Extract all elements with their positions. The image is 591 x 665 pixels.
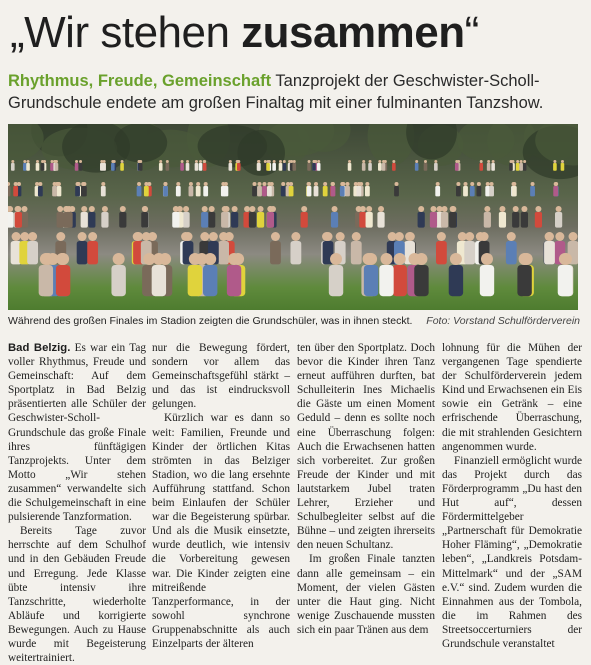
- person-figure: [351, 232, 362, 264]
- person-figure: [463, 182, 468, 196]
- subhead-highlight: Rhythmus, Freude, Gemeinschaft: [8, 72, 272, 90]
- person-figure: [366, 206, 373, 228]
- person-figure: [221, 206, 228, 228]
- person-figure: [186, 160, 190, 171]
- headline-close-quote: “: [464, 8, 479, 57]
- person-figure: [414, 253, 428, 296]
- person-figure: [506, 232, 517, 264]
- person-figure: [81, 206, 88, 228]
- paragraph: Kürzlich war es dann so weit: Familien, Freunde und Kinder der örtlichen Kitas strömten in das Belziger Stadion, wo die lang ersehnte Aufführung stattfand. Schon beim Einlaufen der Schüler war die Begeisterung spürbar. Und als die Musik einsetzte, wurde deutlich, wie intensiv die Vorbereitung gewesen war. Die Kinder zeigten eine mitreißende Tanzperformance, in der sowohl synchrone Gruppenabschnitte als auch Einzelparts der älteren: [152, 412, 290, 650]
- headline-open-quote: „: [10, 8, 25, 57]
- person-figure: [152, 253, 166, 296]
- person-figure: [52, 182, 57, 196]
- person-figure: [39, 253, 53, 296]
- person-figure: [101, 206, 108, 228]
- paragraph: [8, 341, 146, 524]
- person-figure: [394, 182, 399, 196]
- person-figure: [257, 160, 261, 171]
- person-figure: [329, 253, 343, 296]
- person-figure: [36, 160, 40, 171]
- person-figure: [382, 160, 386, 171]
- person-figure: [561, 160, 565, 171]
- person-figure: [290, 232, 301, 264]
- person-figure: [137, 182, 142, 196]
- person-figure: [27, 232, 38, 264]
- person-figure: [470, 182, 475, 196]
- person-figure: [57, 206, 64, 228]
- person-figure: [81, 182, 86, 196]
- article-column-4: [442, 341, 582, 651]
- person-figure: [270, 232, 281, 264]
- person-figure: [189, 182, 194, 196]
- tree-shape: [198, 125, 267, 167]
- person-figure: [283, 160, 287, 171]
- person-figure: [487, 160, 491, 171]
- person-figure: [55, 160, 59, 171]
- person-figure: [23, 160, 27, 171]
- person-figure: [323, 182, 328, 196]
- person-figure: [509, 160, 513, 171]
- person-figure: [188, 253, 202, 296]
- caption-text: Während des großen Finales im Stadion zeigten die Grundschüler, was in ihnen steckt.: [8, 315, 413, 327]
- person-figure: [377, 206, 384, 228]
- person-figure: [119, 206, 126, 228]
- person-figure: [231, 206, 238, 228]
- person-figure: [362, 160, 366, 171]
- person-figure: [424, 160, 428, 171]
- person-figure: [418, 206, 425, 228]
- person-figure: [63, 206, 70, 228]
- person-figure: [479, 160, 483, 171]
- person-figure: [359, 206, 366, 228]
- person-figure: [301, 206, 308, 228]
- person-figure: [56, 253, 70, 296]
- person-figure: [111, 253, 125, 296]
- paragraph: nur die Bewegung fördert, sondern vor allem das Gemeinschaftsgefühl stärkt – und das ist eindrucksvoll gelungen.: [152, 342, 290, 411]
- person-figure: [203, 253, 217, 296]
- person-figure: [203, 182, 208, 196]
- headline-bold: zusammen: [241, 8, 465, 57]
- person-figure: [368, 160, 372, 171]
- photo-caption: [8, 315, 580, 327]
- person-figure: [519, 160, 523, 171]
- person-figure: [87, 232, 98, 264]
- person-figure: [221, 182, 226, 196]
- person-figure: [364, 253, 378, 296]
- person-figure: [345, 182, 350, 196]
- person-figure: [79, 160, 83, 171]
- person-figure: [249, 206, 256, 228]
- crowd-illustration: [8, 124, 578, 310]
- person-figure: [75, 182, 80, 196]
- subhead-text: Tanzprojekt der Geschwister-Scholl-Grundschule endete am großen Finaltag mit einer fulminanten Tanzshow.: [8, 72, 544, 112]
- person-figure: [392, 160, 396, 171]
- person-figure: [196, 182, 201, 196]
- headline: [10, 4, 585, 62]
- person-figure: [11, 160, 15, 171]
- person-figure: [314, 182, 319, 196]
- person-figure: [348, 160, 352, 171]
- person-figure: [13, 182, 18, 196]
- person-figure: [480, 253, 494, 296]
- person-figure: [289, 182, 294, 196]
- headline-normal: Wir stehen: [24, 8, 242, 57]
- person-figure: [523, 160, 527, 171]
- article-column-1: [8, 341, 146, 665]
- person-figure: [41, 160, 45, 171]
- person-figure: [163, 182, 168, 196]
- person-figure: [279, 160, 283, 171]
- person-figure: [434, 160, 438, 171]
- person-figure: [50, 160, 54, 171]
- person-figure: [159, 160, 163, 171]
- person-figure: [180, 160, 184, 171]
- person-figure: [435, 182, 440, 196]
- person-figure: [307, 160, 311, 171]
- person-figure: [530, 182, 535, 196]
- person-figure: [252, 182, 257, 196]
- person-figure: [237, 160, 241, 171]
- person-figure: [558, 253, 572, 296]
- person-figure: [378, 160, 382, 171]
- person-figure: [120, 160, 124, 171]
- person-figure: [555, 206, 562, 228]
- person-figure: [464, 232, 475, 264]
- person-figure: [512, 182, 517, 196]
- person-figure: [281, 182, 286, 196]
- paragraph: Bereits Tage zuvor herrschte auf dem Schulhof und in den Gebäuden Freude und Erregung. Jede Klasse übte intensiv ihre Tanzschritte, wiederholte Abläufe und korrigierte Bewegungen. Auch zu Hause wurde mit Begeisterung weitertrainiert.: [8, 525, 146, 665]
- person-figure: [516, 160, 520, 171]
- person-figure: [262, 182, 267, 196]
- person-figure: [176, 182, 181, 196]
- person-figure: [201, 206, 208, 228]
- person-figure: [172, 206, 179, 228]
- person-figure: [38, 182, 43, 196]
- person-figure: [166, 160, 170, 171]
- person-figure: [21, 206, 28, 228]
- person-figure: [218, 232, 229, 264]
- person-figure: [8, 182, 10, 196]
- person-figure: [203, 160, 207, 171]
- person-figure: [331, 182, 336, 196]
- person-figure: [379, 253, 393, 296]
- article-column-2: [152, 341, 290, 651]
- person-figure: [139, 160, 143, 171]
- person-figure: [535, 206, 542, 228]
- person-figure: [75, 160, 79, 171]
- person-figure: [491, 160, 495, 171]
- person-figure: [182, 206, 189, 228]
- subheadline: [8, 70, 586, 114]
- person-figure: [257, 206, 264, 228]
- paragraph: Im großen Finale tanzten dann alle gemeinsam – ein Moment, der vielen Gästen unter die Haut ging. Nicht wenige Zuschauende mussten sich ein paar Tränen aus dem: [297, 553, 435, 636]
- person-figure: [267, 182, 272, 196]
- person-figure: [499, 206, 506, 228]
- person-figure: [272, 160, 276, 171]
- person-figure: [57, 182, 62, 196]
- person-figure: [141, 206, 148, 228]
- person-figure: [317, 160, 321, 171]
- person-figure: [15, 206, 22, 228]
- person-figure: [331, 206, 338, 228]
- person-figure: [441, 206, 448, 228]
- article-photo: [8, 124, 578, 310]
- person-figure: [512, 206, 519, 228]
- person-figure: [195, 160, 199, 171]
- person-figure: [476, 182, 481, 196]
- person-figure: [100, 160, 104, 171]
- person-figure: [227, 253, 241, 296]
- paragraph-text: Es war ein Tag voller Rhythmus, Freude und Gemeinschaft: Auf dem Sportplatz in Bad Belzig präsentierten alle Schüler der Geschwister-Scholl-Grundschule das große Finale ihres fünftägigen Tanzprojekts. Unter dem Motto „Wir stehen zusammen“ verwandelte sich die Schulgemeinschaft in eine pulsierende Tanzformation.: [8, 342, 146, 524]
- person-figure: [77, 232, 88, 264]
- person-figure: [436, 232, 447, 264]
- person-figure: [8, 206, 14, 228]
- person-figure: [199, 160, 203, 171]
- person-figure: [521, 206, 528, 228]
- person-figure: [267, 206, 274, 228]
- person-figure: [517, 253, 531, 296]
- person-figure: [449, 253, 463, 296]
- person-figure: [456, 182, 461, 196]
- photo-credit: Foto: Vorstand Schulförderverein: [426, 315, 580, 327]
- person-figure: [449, 206, 456, 228]
- person-figure: [292, 160, 296, 171]
- person-figure: [312, 160, 316, 171]
- person-figure: [26, 160, 30, 171]
- person-figure: [111, 160, 115, 171]
- person-figure: [365, 182, 370, 196]
- tree-shape: [8, 124, 44, 161]
- person-figure: [101, 182, 106, 196]
- person-figure: [484, 206, 491, 228]
- person-figure: [455, 160, 459, 171]
- person-figure: [208, 206, 215, 228]
- dateline: Bad Belzig.: [8, 342, 71, 354]
- paragraph: lohnung für die Mühen der vergangenen Tage spendierte der Schulförderverein jedem Kind und Erwachsenen ein Eis sowie ein Getränk – eine erfrischende Überraschung, die mit strahlenden Gesichtern angenommen wurde.: [442, 342, 582, 453]
- person-figure: [544, 232, 555, 264]
- person-figure: [144, 182, 149, 196]
- paragraph: ten über den Sportplatz. Doch bevor die Kinder ihren Tanz erneut aufführen durften, bat Schulleiterin Ines Michaelis die Gäste um einen Moment Geduld – denn es sollte noch eine Überraschung folgen: Auch die Erwachsenen hatten sich vorbereitet. Zur großen Freude der Kinder und mit lautstarkem Jubel traten Lehrer, Erzieher und Schulbegleiter selbst auf die Bühne – und zeigten ihrerseits den neuen Schultanz.: [297, 342, 435, 552]
- person-figure: [307, 182, 312, 196]
- person-figure: [393, 253, 407, 296]
- person-figure: [430, 206, 437, 228]
- person-figure: [229, 160, 233, 171]
- article-column-3: [297, 341, 435, 637]
- person-figure: [257, 182, 262, 196]
- person-figure: [489, 182, 494, 196]
- person-figure: [415, 160, 419, 171]
- person-figure: [340, 182, 345, 196]
- person-figure: [88, 206, 95, 228]
- person-figure: [553, 182, 558, 196]
- person-figure: [356, 182, 361, 196]
- paragraph: Finanziell ermöglicht wurde das Projekt durch das Förderprogramm „Du hast den Hut auf“, dessen Fördermittelgeber „Partnerschaft für Demokratie Hoher Fläming“, „Demokratie leben“, „Landkreis Potsdam-Mittelmark“ und der „SAM e.V.“ sind. Zudem wurden die Einnahmen aus der Tombola, die im Rahmen des Streetsoccerturniers der Grundschule veranstaltet: [442, 454, 582, 650]
- person-figure: [553, 160, 557, 171]
- person-figure: [266, 160, 270, 171]
